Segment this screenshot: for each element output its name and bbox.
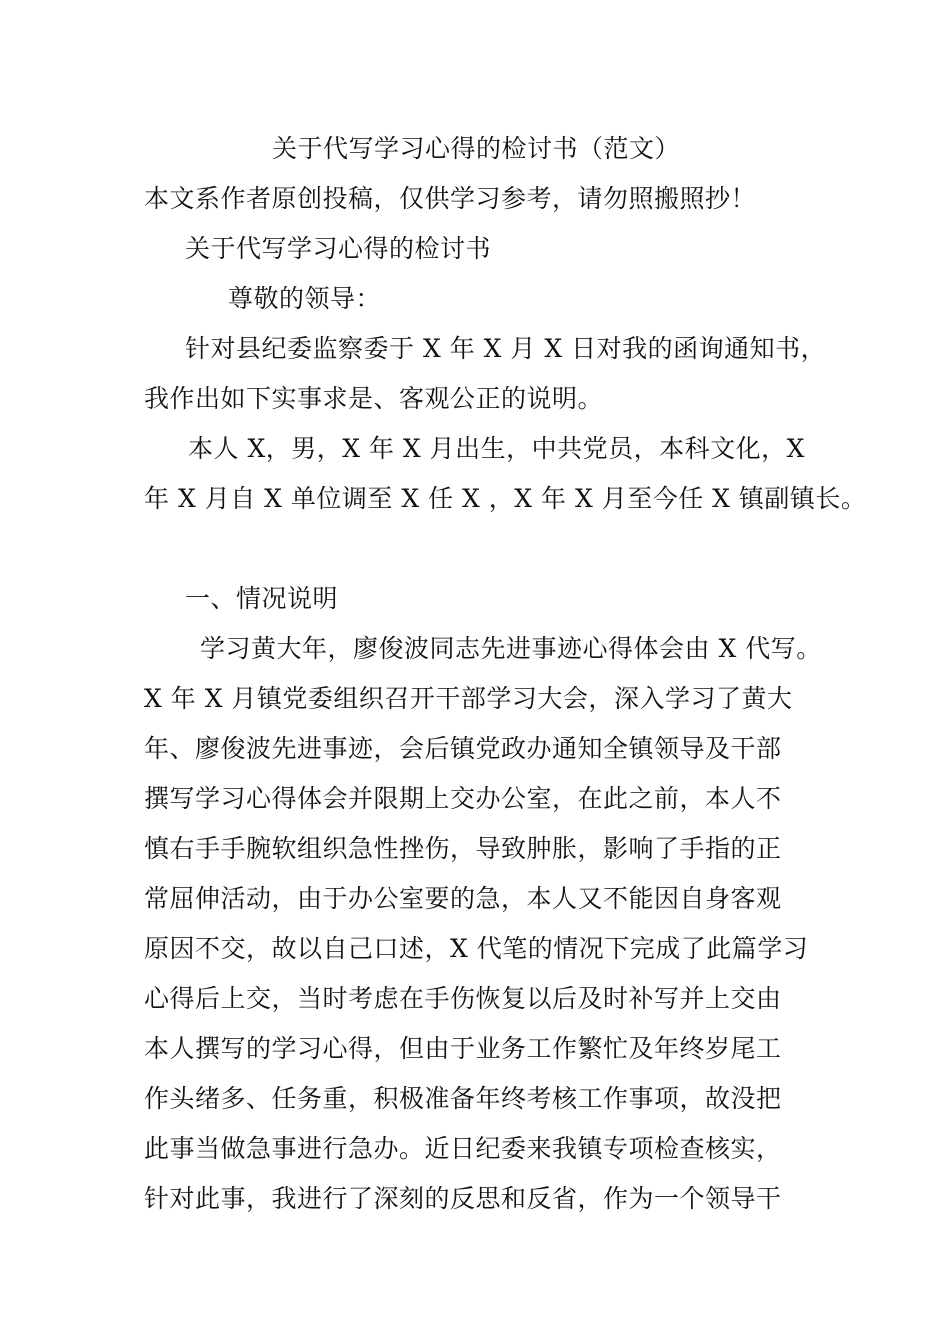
intro-line: 我作出如下实事求是、客观公正的说明。: [144, 384, 604, 413]
document-subtitle: 关于代写学习心得的检讨书: [185, 234, 492, 263]
body-line: 作头绪多、任务重，积极准备年终考核工作事项，故没把: [144, 1084, 782, 1113]
body-line: 心得后上交，当时考虑在手伤恢复以后及时补写并上交由: [144, 984, 782, 1013]
body-line: 慎右手手腕软组织急性挫伤，导致肿胀，影响了手指的正: [144, 834, 782, 863]
body-line: 学习黄大年，廖俊波同志先进事迹心得体会由 X 代写。: [200, 634, 822, 663]
profile-line: 本人 X，男，X 年 X 月出生，中共党员，本科文化，X: [188, 434, 805, 463]
body-line: 年、廖俊波先进事迹，会后镇党政办通知全镇领导及干部: [144, 734, 782, 763]
body-line: 此事当做急事进行急办。近日纪委来我镇专项检查核实，: [144, 1134, 782, 1163]
salutation: 尊敬的领导：: [228, 284, 382, 313]
body-line: 原因不交，故以自己口述，X 代笔的情况下完成了此篇学习: [144, 934, 809, 963]
body-line: 常屈伸活动，由于办公室要的急，本人又不能因自身客观: [144, 884, 782, 913]
notice-line: 本文系作者原创投稿，仅供学习参考，请勿照搬照抄！: [144, 184, 757, 213]
profile-line: 年 X 月自 X 单位调至 X 任 X ，X 年 X 月至今任 X 镇副镇长。: [144, 484, 867, 513]
body-line: 本人撰写的学习心得，但由于业务工作繁忙及年终岁尾工: [144, 1034, 782, 1063]
intro-line: 针对县纪委监察委于 X 年 X 月 X 日对我的函询通知书，: [185, 334, 827, 363]
body-line: 撰写学习心得体会并限期上交办公室，在此之前，本人不: [144, 784, 782, 813]
document-title: 关于代写学习心得的检讨书（范文）: [272, 134, 681, 163]
body-line: 针对此事，我进行了深刻的反思和反省，作为一个领导干: [144, 1184, 782, 1213]
section-heading: 一、情况说明: [185, 584, 339, 613]
body-line: X 年 X 月镇党委组织召开干部学习大会，深入学习了黄大: [144, 684, 793, 713]
